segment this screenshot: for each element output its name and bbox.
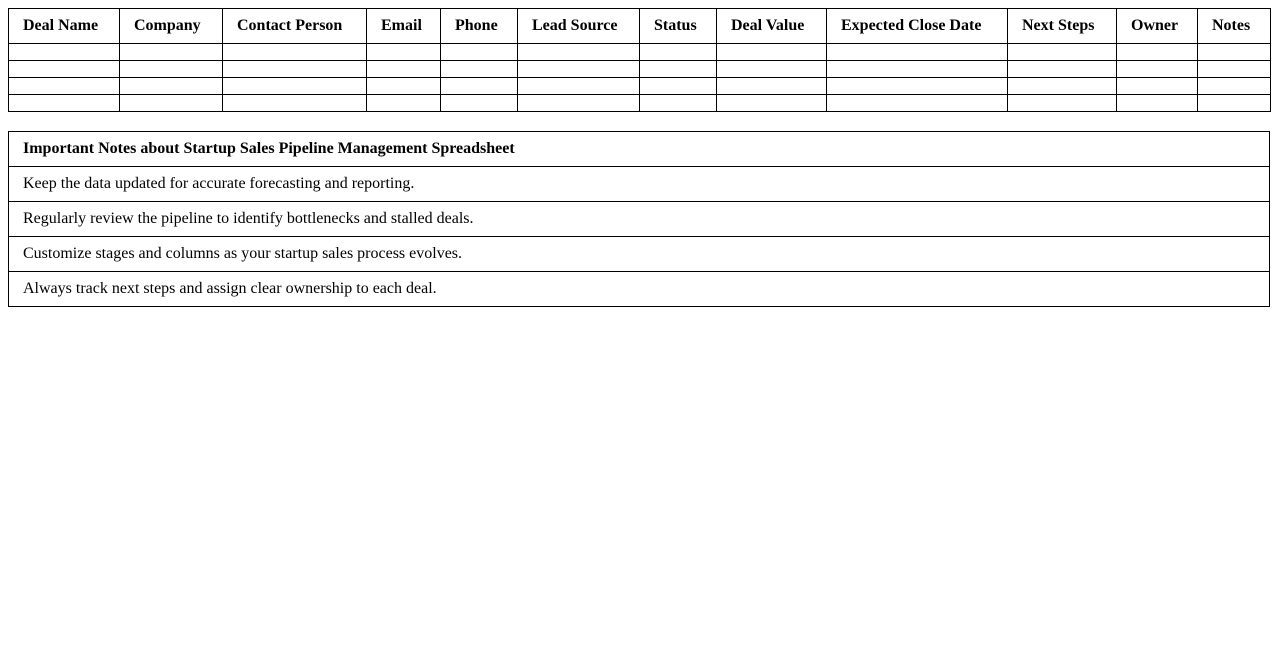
- header-row: [9, 9, 1271, 44]
- note-item: Regularly review the pipeline to identify bottlenecks and stalled deals.: [9, 202, 1270, 237]
- column-header-status[interactable]: Status: [640, 9, 717, 44]
- note-item: Customize stages and columns as your startup sales process evolves.: [9, 237, 1270, 272]
- table-cell[interactable]: [120, 95, 223, 112]
- column-header-owner[interactable]: Owner: [1117, 9, 1198, 44]
- table-cell[interactable]: [9, 44, 120, 61]
- table-cell[interactable]: [441, 78, 518, 95]
- notes-title: Important Notes about Startup Sales Pipeline Management Spreadsheet: [9, 132, 1270, 167]
- note-item: Always track next steps and assign clear ownership to each deal.: [9, 272, 1270, 307]
- table-cell[interactable]: [9, 95, 120, 112]
- table-cell[interactable]: [9, 61, 120, 78]
- column-header-phone[interactable]: Phone: [441, 9, 518, 44]
- table-cell[interactable]: [120, 61, 223, 78]
- table-cell[interactable]: [1198, 95, 1271, 112]
- notes-table: [8, 131, 1270, 307]
- table-cell[interactable]: [518, 44, 640, 61]
- column-header-email[interactable]: Email: [367, 9, 441, 44]
- table-cell[interactable]: [518, 95, 640, 112]
- table-cell[interactable]: [367, 95, 441, 112]
- table-cell[interactable]: [223, 95, 367, 112]
- pipeline-table: [8, 8, 1271, 112]
- column-header-deal-name[interactable]: Deal Name: [9, 9, 120, 44]
- table-cell[interactable]: [1198, 44, 1271, 61]
- table-cell[interactable]: [367, 44, 441, 61]
- table-cell[interactable]: [367, 61, 441, 78]
- table-cell[interactable]: [223, 78, 367, 95]
- note-item: Keep the data updated for accurate forecasting and reporting.: [9, 167, 1270, 202]
- column-header-deal-value[interactable]: Deal Value: [717, 9, 827, 44]
- table-cell[interactable]: [1008, 78, 1117, 95]
- table-cell[interactable]: [223, 44, 367, 61]
- table-row: [9, 61, 1271, 78]
- table-cell[interactable]: [717, 95, 827, 112]
- table-cell[interactable]: [1008, 95, 1117, 112]
- table-cell[interactable]: [640, 61, 717, 78]
- column-header-contact-person[interactable]: Contact Person: [223, 9, 367, 44]
- column-header-next-steps[interactable]: Next Steps: [1008, 9, 1117, 44]
- table-cell[interactable]: [1117, 61, 1198, 78]
- table-cell[interactable]: [1008, 44, 1117, 61]
- table-row: [9, 44, 1271, 61]
- table-cell[interactable]: [717, 78, 827, 95]
- table-cell[interactable]: [367, 78, 441, 95]
- table-cell[interactable]: [441, 95, 518, 112]
- note-row: [9, 272, 1270, 307]
- table-cell[interactable]: [223, 61, 367, 78]
- table-cell[interactable]: [1117, 44, 1198, 61]
- table-cell[interactable]: [827, 44, 1008, 61]
- note-row: [9, 202, 1270, 237]
- spreadsheet: [8, 8, 1270, 307]
- column-header-lead-source[interactable]: Lead Source: [518, 9, 640, 44]
- column-header-company[interactable]: Company: [120, 9, 223, 44]
- table-cell[interactable]: [1117, 95, 1198, 112]
- note-row: [9, 237, 1270, 272]
- table-cell[interactable]: [441, 44, 518, 61]
- table-row: [9, 78, 1271, 95]
- table-cell[interactable]: [120, 78, 223, 95]
- table-cell[interactable]: [441, 61, 518, 78]
- table-cell[interactable]: [1117, 78, 1198, 95]
- table-cell[interactable]: [827, 61, 1008, 78]
- table-cell[interactable]: [640, 78, 717, 95]
- table-cell[interactable]: [1198, 78, 1271, 95]
- table-cell[interactable]: [717, 44, 827, 61]
- column-header-notes[interactable]: Notes: [1198, 9, 1271, 44]
- table-cell[interactable]: [640, 44, 717, 61]
- table-cell[interactable]: [1008, 61, 1117, 78]
- table-cell[interactable]: [1198, 61, 1271, 78]
- table-cell[interactable]: [827, 95, 1008, 112]
- table-cell[interactable]: [518, 78, 640, 95]
- note-row: [9, 167, 1270, 202]
- table-cell[interactable]: [120, 44, 223, 61]
- column-header-expected-close-date[interactable]: Expected Close Date: [827, 9, 1008, 44]
- table-cell[interactable]: [640, 95, 717, 112]
- table-cell[interactable]: [717, 61, 827, 78]
- table-cell[interactable]: [9, 78, 120, 95]
- table-row: [9, 95, 1271, 112]
- table-cell[interactable]: [518, 61, 640, 78]
- notes-title-row: [9, 132, 1270, 167]
- table-cell[interactable]: [827, 78, 1008, 95]
